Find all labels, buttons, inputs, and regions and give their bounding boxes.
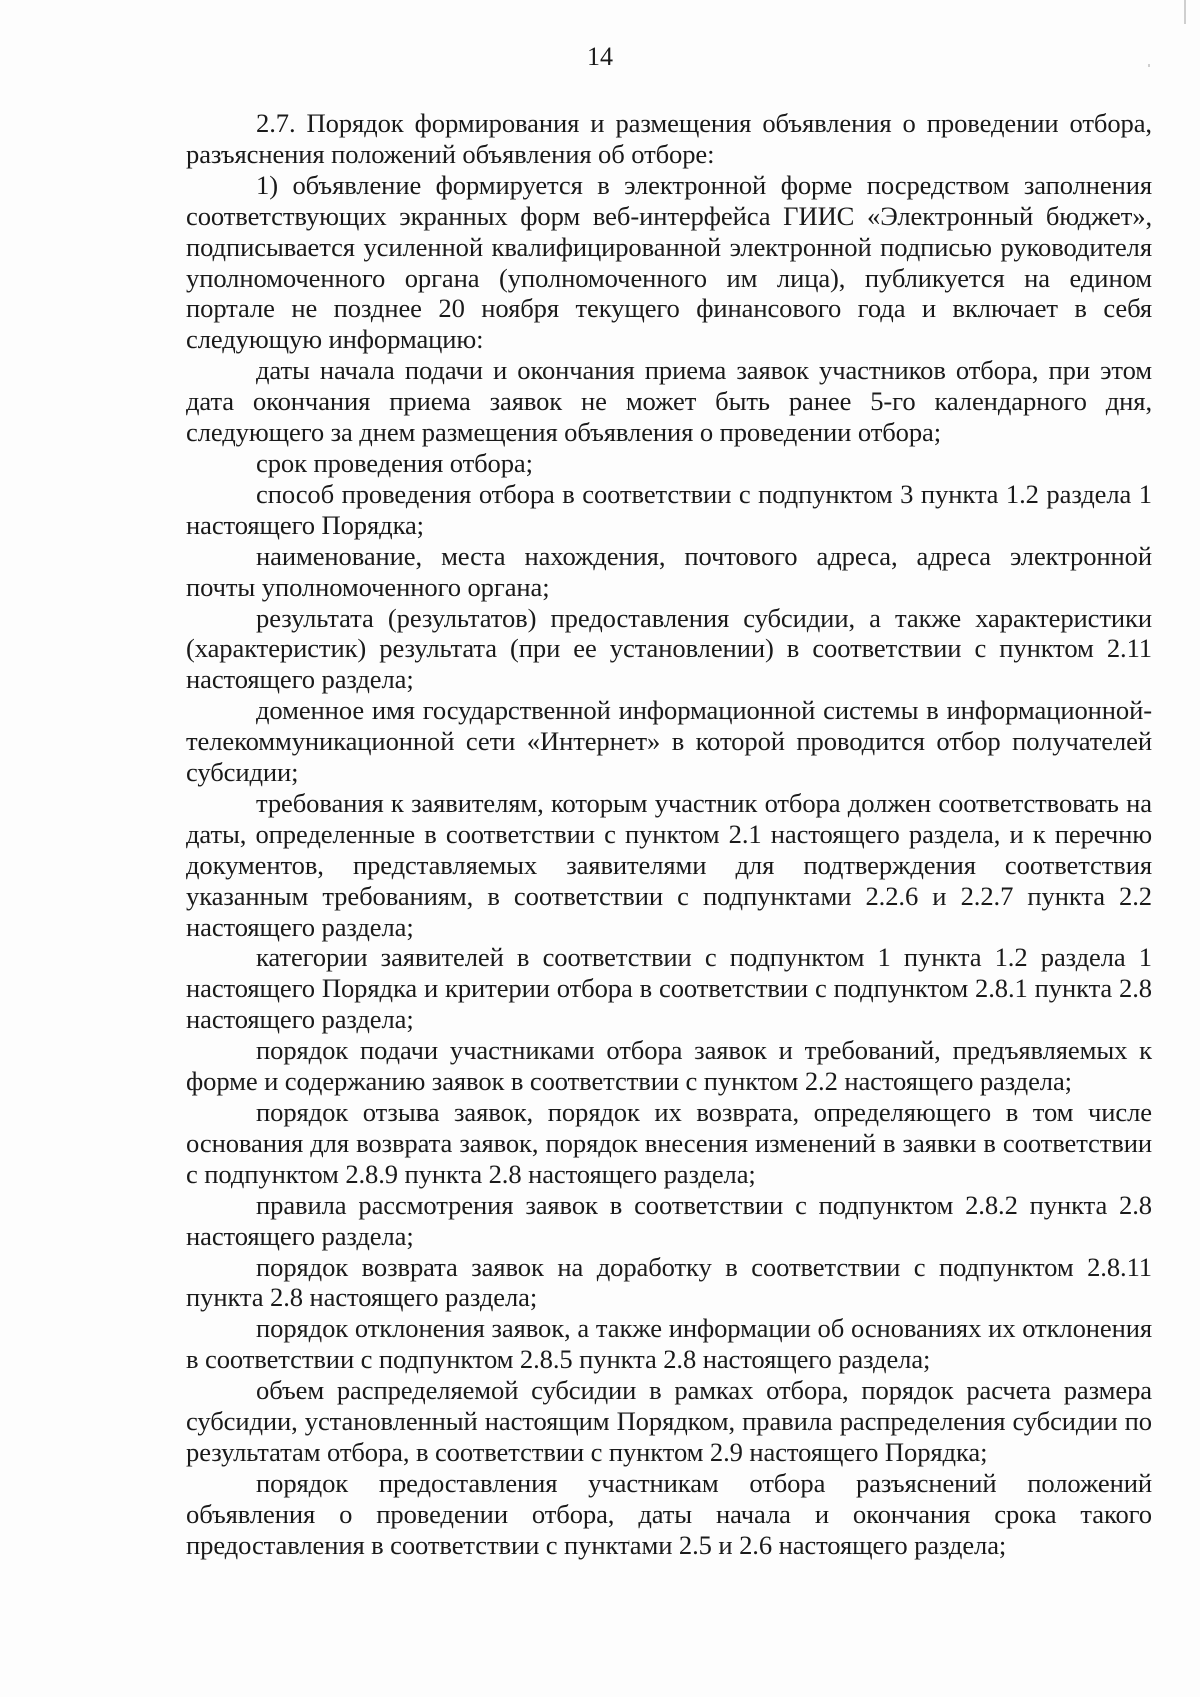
page-number: 14 [587, 42, 613, 71]
list-paragraph: доменное имя государственной информационной системы в информационной-телекоммуникационной сети «Интернет» в которой проводится отбор получателей субсидии; [186, 695, 1152, 788]
section-heading-2-7: 2.7. Порядок формирования и размещения объявления о проведении отбора, разъяснения положений объявления об отборе: [186, 108, 1152, 169]
list-paragraph: категории заявителей в соответствии с подпунктом 1 пункта 1.2 раздела 1 настоящего Порядка и критерии отбора в соответствии с подпунктом 2.8.1 пункта 2.8 настоящего раздела; [186, 942, 1152, 1035]
list-paragraph: результата (результатов) предоставления субсидии, а также характеристики (характеристик) результата (при ее установлении) в соответствии с пунктом 2.11 настоящего раздела; [186, 602, 1152, 695]
list-paragraph: срок проведения отбора; [256, 447, 533, 478]
list-paragraph: наименование, места нахождения, почтового адреса, адреса электронной почты уполномоченного органа; [186, 540, 1152, 602]
list-paragraph: порядок отклонения заявок, а также информации об основаниях их отклонения в соответствии с подпунктом 2.8.5 пункта 2.8 настоящего раздела; [186, 1313, 1152, 1375]
list-paragraph: порядок предоставления участникам отбора разъяснений положений объявления о проведении отбора, даты начала и окончания срока такого предоставления в соответствии с пунктами 2.5 и 2.6 настоящего раздела; [186, 1467, 1152, 1560]
subitem-1-paragraph: 1) объявление формируется в электронной форме посредством заполнения соответствующих экранных форм веб-интерфейса ГИИС «Электронный бюджет», подписывается усиленной квалифицированной электронной подписью руководителя уполномоченного органа (уполномоченного им лица), публикуется на едином портале не позднее 20 ноября текущего финансового года и включает в себя следующую информацию: [186, 169, 1152, 355]
list-paragraph: порядок подачи участниками отбора заявок и требований, предъявляемых к форме и содержанию заявок в соответствии с пунктом 2.2 настоящего раздела; [186, 1035, 1152, 1097]
list-paragraph: объем распределяемой субсидии в рамках отбора, порядок расчета размера субсидии, установленный настоящим Порядком, правила распределения субсидии по результатам отбора, в соответствии с пунктом 2.9 настоящего Порядка; [186, 1375, 1152, 1467]
scan-artifact [1184, 0, 1186, 24]
list-paragraph: даты начала подачи и окончания приема заявок участников отбора, при этом дата окончания приема заявок не может быть ранее 5-го календарного дня, следующего за днем размещения объявления о проведении отбора; [186, 355, 1152, 448]
document-body [186, 108, 1152, 1561]
list-paragraph: правила рассмотрения заявок в соответствии с подпунктом 2.8.2 пункта 2.8 настоящего раздела; [186, 1189, 1152, 1251]
list-paragraph: порядок отзыва заявок, порядок их возврата, определяющего в том числе основания для возврата заявок, порядок внесения изменений в заявки в соответствии с подпунктом 2.8.9 пункта 2.8 настоящего раздела; [186, 1097, 1152, 1189]
list-paragraph: порядок возврата заявок на доработку в соответствии с подпунктом 2.8.11 пункта 2.8 настоящего раздела; [186, 1251, 1152, 1313]
list-paragraph: требования к заявителям, которым участник отбора должен соответствовать на даты, определенные в соответствии с пунктом 2.1 настоящего раздела, и к перечню документов, представляемых заявителями для подтверждения соответствия указанным требованиям, в соответствии с подпунктами 2.2.6 и 2.2.7 пункта 2.2 настоящего раздела; [186, 787, 1152, 942]
list-paragraph: способ проведения отбора в соответствии с подпунктом 3 пункта 1.2 раздела 1 настоящего Порядка; [186, 478, 1152, 540]
